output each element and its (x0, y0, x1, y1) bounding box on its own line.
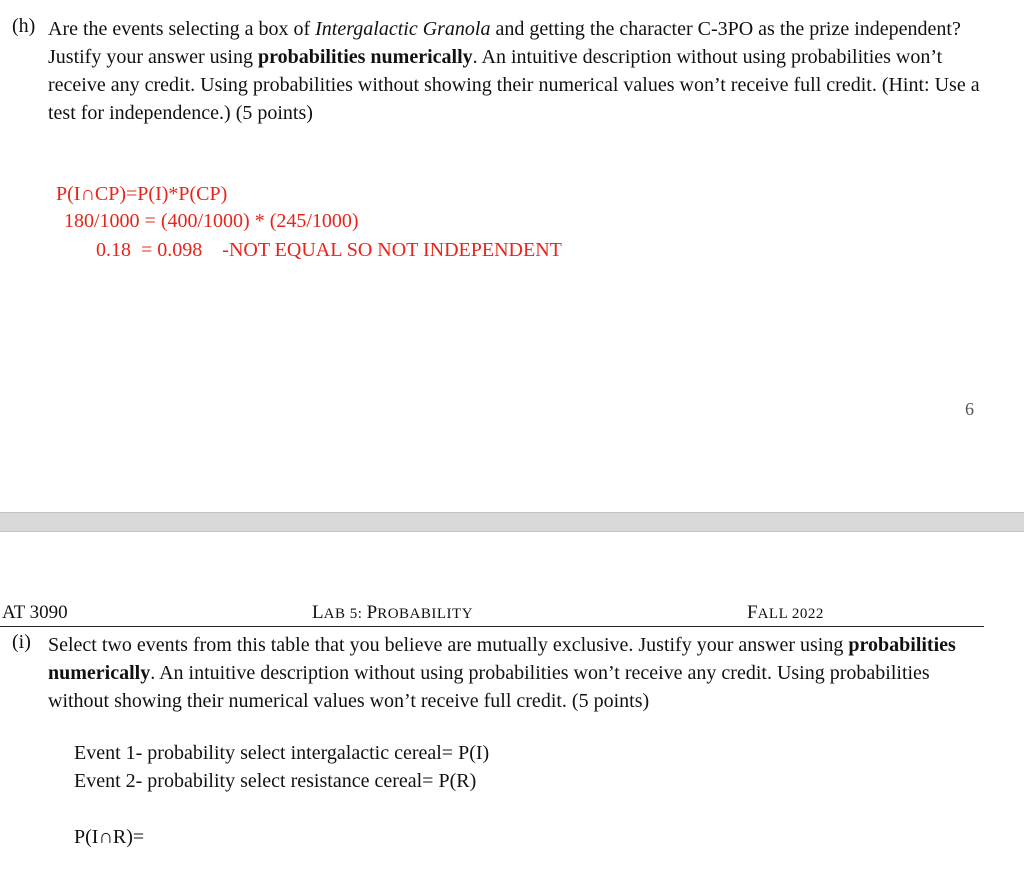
header-course: AT 3090 (2, 602, 68, 623)
question-h-label: (h) (12, 15, 36, 37)
header-term-rest: ALL 2022 (757, 606, 824, 622)
question-h-part2: and getting the character C-3PO as the prize independent? Justify your answer using (48, 18, 961, 68)
question-h-part3: . An intuitive description without using probabilities won’t receive any credit. Using probabilities without showing their numerical values won’t receive full credit. (Hint: Use a test for independence.) (5 points) (48, 46, 980, 124)
answer-i-intersection: P(I∩R)= (74, 826, 145, 848)
question-i-part2: . An intuitive description without using probabilities won’t receive any credit. Using probabilities without showing their numerical values won’t receive full credit. (5 points) (48, 662, 930, 712)
question-h-text (48, 15, 988, 127)
header-lab (312, 602, 473, 624)
answer-h-line3: 0.18 = 0.098 -NOT EQUAL SO NOT INDEPENDENT (96, 239, 562, 261)
header-lab-rest2: ROBABILITY (377, 606, 474, 622)
question-i-bold: probabilities numerically (48, 634, 956, 684)
question-h-granola: Intergalactic Granola (315, 18, 491, 40)
answer-i-event2: Event 2- probability select resistance cereal= P(R) (74, 770, 477, 792)
question-i-text (48, 631, 978, 715)
answer-h-line1: P(I∩CP)=P(I)*P(CP) (56, 183, 228, 205)
page-bottom (0, 532, 1024, 881)
header-lab-cap-l: L (312, 602, 324, 623)
running-header (0, 602, 984, 627)
question-h-bold: probabilities numerically (257, 46, 473, 68)
header-lab-cap-p: P (366, 602, 378, 623)
question-i-part1: Select two events from this table that you believe are mutually exclusive. Justify your answer using (48, 634, 849, 656)
page-number: 6 (965, 399, 974, 419)
question-i-label: (i) (12, 631, 31, 653)
page-break (0, 512, 1024, 532)
answer-i-event1: Event 1- probability select intergalactic cereal= P(I) (74, 742, 490, 764)
header-term-cap-f: F (747, 602, 758, 623)
question-h-part1: Are the events selecting a box of (48, 18, 316, 40)
header-term (747, 602, 824, 624)
header-lab-rest: AB 5: (323, 606, 367, 622)
answer-h-line2: 180/1000 = (400/1000) * (245/1000) (64, 210, 359, 232)
